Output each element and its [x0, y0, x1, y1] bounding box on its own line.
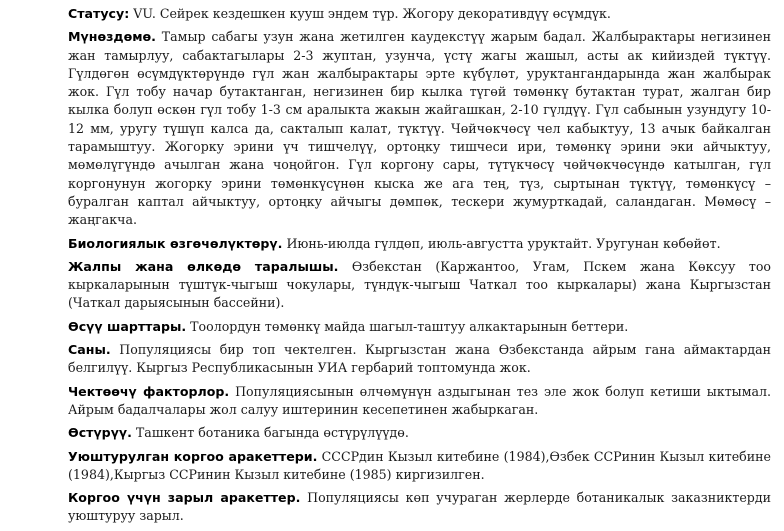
section-text: Популяциясы көп учураган жерлерде ботаникалык заказниктерди уюштуруу зарыл.	[68, 490, 771, 524]
section-needed-measures	[68, 489, 771, 526]
section-label: Статусу:	[68, 6, 130, 21]
section-text: Популяциясы бир топ чектелген. Кыргызстан жана Өзбекстанда айрым гана аймактардан белгилүү. Кыргыз Республикасынын УИА гербарий топтомунда жок.	[68, 342, 771, 376]
section-limiting-factors	[68, 383, 771, 420]
section-text: Өзбекстан (Каржантоо, Угам, Пскем жана Көксуу тоо кыркаларынын түштүк-чыгыш чокулары, түндүк-чыгыш Чаткал тоо кыркалары) жана Кыргызстан (Чаткал дарыясынын бассейни).	[68, 258, 771, 311]
section-text: СССРдин Кызыл китебине (1984),Өзбек ССРинин Кызыл китебине (1984),Кыргыз ССРинин Кызыл китебине (1985) киргизилген.	[68, 448, 771, 482]
section-text: Популяциясынын өлчөмүнүн аздыгынан тез эле жок болуп кетиши ыктымал. Айрым бадалчалары жол салуу иштеринин кесепетинен жабыркаган.	[68, 383, 771, 417]
section-population	[68, 341, 771, 378]
section-habitat	[68, 318, 771, 336]
section-label: Биологиялык өзгөчөлүктөрү.	[68, 235, 283, 251]
section-label: Коргоо үчүн зарыл аракеттер.	[68, 490, 301, 506]
section-label: Саны.	[68, 342, 111, 358]
section-label: Уюштурулган коргоо аракеттери.	[68, 448, 318, 464]
section-biology	[68, 235, 771, 253]
section-label: Чектөөчү факторлор.	[68, 383, 230, 399]
document-body	[68, 5, 771, 531]
section-label: Өстүрүү.	[68, 425, 132, 441]
section-protection-measures	[68, 448, 771, 485]
section-description	[68, 28, 771, 229]
section-text: Ташкент ботаника багында өстүрүлүүдө.	[131, 425, 409, 441]
section-label: Мүнөздөмө.	[68, 29, 156, 45]
section-label: Өсүү шарттары.	[68, 318, 187, 334]
section-text: Тоолордун төмөнкү майда шагыл-таштуу алкактарынын беттери.	[186, 318, 629, 334]
section-text: Тамыр сабагы узун жана жетилген каудекстүү жарым бадал. Жалбырактары негизинен жан тамырлуу, сабактагылары 2-3 жуптан, узунча, үстү жагы жашыл, асты ак кийиздей түктүү. Гүлдөгөн өсүмдүктөрүндө гүл жан жалбырактары эрте күбүлөт, уруктангандарында жан жалбырак жок. Гүл тобу начар бутактанган, негизинен бир кылка түгөй төмөнкү бутактан турат, жалган бир кылка болуп өскөн гүл тобу 1-3 см аралыкта жакын жайгашкан, 2-10 гүлдүү. Гүл сабынын узундугу 10-12 мм, уругу түшүп калса да, сакталып калат, түктүү. Чөйчөкчөсү чел кабыктуу, 13 ачык байкалган тарамыштуу. Жогорку эрини үч тишчелүү, ортоңку тишчеси ири, төмөнкү эрини эки айчыктуу, мөмөлүгүндө ачылган жана чоңойгон. Гүл коргону сары, түтүкчөсү чөйчөкчөсүндө катылган, гүл коргонунун жогорку эрини төмөнкүсүнөн кыска же ага тең, түз, сыртынан түктүү, төмөнкүсү – буралган каптал айчыктуу, ортоңку айчыгы дөмпөк, тескери жумурткадай, саландаган. Мөмөсү – жаңгакча.	[68, 29, 771, 228]
section-text: Июнь-июлда гүлдөп, июль-августта уруктайт. Уругунан көбөйөт.	[282, 235, 721, 251]
section-text: VU. Сейрек кездешкен кууш эндем түр. Жогору декоративдүү өсүмдүк.	[129, 6, 611, 21]
section-distribution	[68, 258, 771, 313]
section-status	[68, 5, 771, 23]
section-cultivation	[68, 424, 771, 442]
section-label: Жалпы жана өлкөдө таралышы.	[68, 258, 339, 274]
